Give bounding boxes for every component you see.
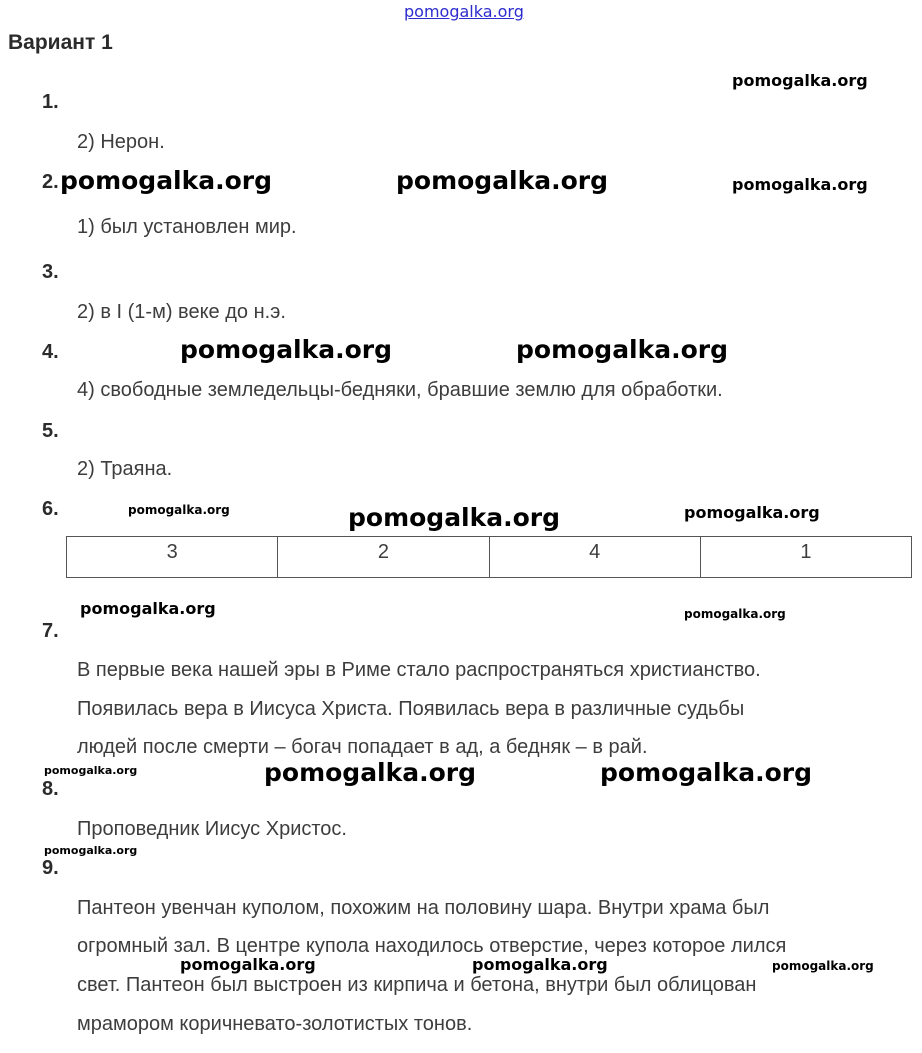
- watermark: pomogalka.org: [600, 758, 813, 787]
- table-row: [67, 537, 912, 578]
- watermark: pomogalka.org: [732, 71, 868, 90]
- question-3-answer: 2) в I (1-м) веке до н.э.: [77, 301, 286, 323]
- question-2-number: 2.: [42, 171, 59, 193]
- question-7-line: В первые века нашей эры в Риме стало распространяться христианство.: [77, 659, 761, 681]
- question-4-number: 4.: [42, 341, 59, 363]
- watermark: pomogalka.org: [684, 503, 820, 522]
- question-9-line: свет. Пантеон был выстроен из кирпича и бетона, внутри был облицован: [77, 974, 757, 996]
- question-2-answer: 1) был установлен мир.: [77, 216, 297, 238]
- watermark: pomogalka.org: [516, 335, 729, 364]
- watermark: pomogalka.org: [396, 166, 609, 195]
- table-cell: 3: [67, 537, 278, 578]
- watermark: pomogalka.org: [684, 607, 786, 621]
- question-8-answer: Проповедник Иисус Христос.: [77, 818, 347, 840]
- question-8-number: 8.: [42, 778, 59, 800]
- watermark: pomogalka.org: [772, 959, 874, 973]
- question-9-line: огромный зал. В центре купола находилось отверстие, через которое лился: [77, 935, 787, 957]
- watermark: pomogalka.org: [472, 955, 608, 974]
- table-cell: 2: [278, 537, 489, 578]
- question-7-number: 7.: [42, 620, 59, 642]
- question-6-number: 6.: [42, 498, 59, 520]
- question-4-answer: 4) свободные земледельцы-бедняки, бравшие землю для обработки.: [77, 379, 723, 401]
- header-site-link[interactable]: pomogalka.org: [404, 2, 524, 21]
- question-3-number: 3.: [42, 261, 59, 283]
- watermark: pomogalka.org: [180, 335, 393, 364]
- watermark: pomogalka.org: [44, 764, 138, 777]
- question-7-line: Появилась вера в Иисуса Христа. Появилась вера в различные судьбы: [77, 698, 745, 720]
- question-5-answer: 2) Траяна.: [77, 458, 173, 480]
- question-1-number: 1.: [42, 91, 59, 113]
- watermark: pomogalka.org: [348, 503, 561, 532]
- question-9-line: мрамором коричневато-золотистых тонов.: [77, 1013, 473, 1035]
- watermark: pomogalka.org: [264, 758, 477, 787]
- answer-table: [66, 536, 912, 578]
- question-1-answer: 2) Нерон.: [77, 131, 165, 153]
- question-7-line: людей после смерти – богач попадает в ад, а бедняк – в рай.: [77, 736, 648, 758]
- table-cell: 1: [700, 537, 911, 578]
- question-5-number: 5.: [42, 420, 59, 442]
- question-9-number: 9.: [42, 857, 59, 879]
- table-cell: 4: [489, 537, 700, 578]
- variant-title: Вариант 1: [8, 31, 113, 54]
- watermark: pomogalka.org: [180, 955, 316, 974]
- question-9-line: Пантеон увенчан куполом, похожим на половину шара. Внутри храма был: [77, 897, 770, 919]
- watermark: pomogalka.org: [60, 166, 273, 195]
- watermark: pomogalka.org: [80, 599, 216, 618]
- watermark: pomogalka.org: [44, 844, 138, 857]
- watermark: pomogalka.org: [732, 175, 868, 194]
- watermark: pomogalka.org: [128, 503, 230, 517]
